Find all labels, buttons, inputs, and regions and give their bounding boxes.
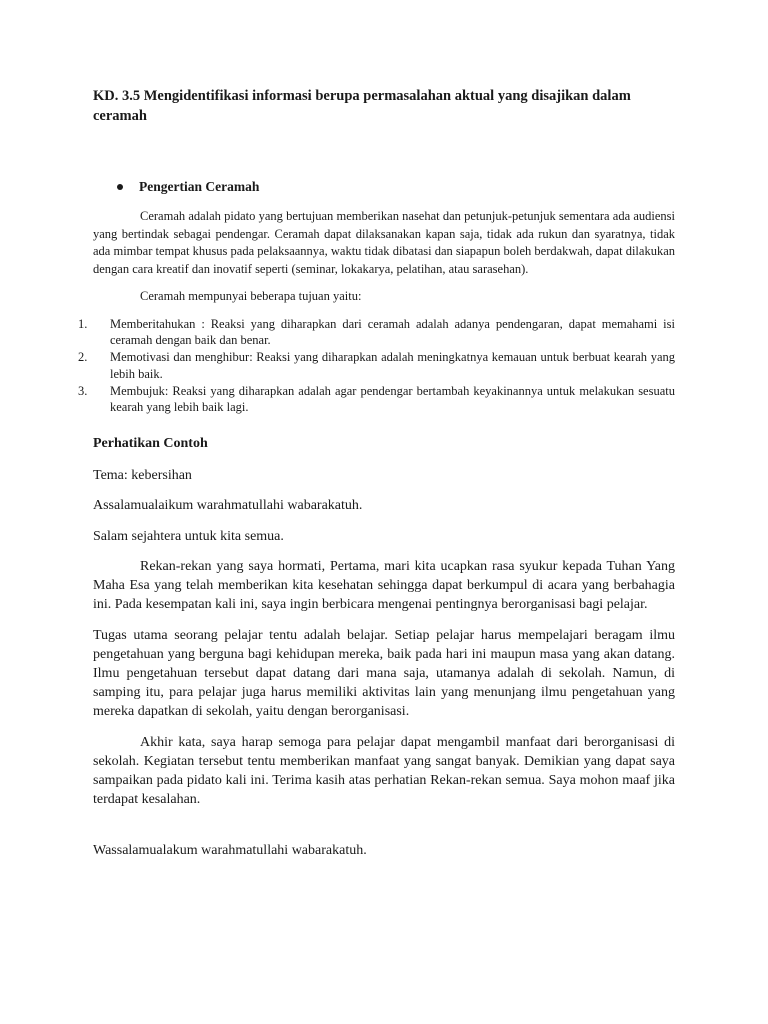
speech-paragraph-body: Tugas utama seorang pelajar tentu adalah belajar. Setiap pelajar harus mempelajari beragam ilmu pengetahuan yang berguna bagi kehidupan mereka, baik pada hari ini maupun masa yang akan datang. Ilmu pengetahuan tersebut dapat datang dari mana saja, utamanya adalah di sekolah. Namun, di samping itu, para pelajar juga harus memiliki aktivitas lain yang menunjang ilmu pengetahuan yang mereka dapatkan di sekolah, yaitu dengan berorganisasi. [93, 627, 675, 720]
bullet-icon [117, 184, 123, 190]
speech-paragraph-closing: Akhir kata, saya harap semoga para pelajar dapat mengambil manfaat dari berorganisasi di sekolah. Kegiatan tersebut tentu memberikan manfaat yang sangat banyak. Demikian yang dapat saya sampaikan pada pidato kali ini. Terima kasih atas perhatian Rekan-rekan semua. Saya mohon maaf jika terdapat kesalahan. [93, 734, 675, 808]
section-bullet-heading [93, 178, 675, 196]
list-item-text: Membujuk: Reaksi yang diharapkan adalah agar pendengar bertambah keyakinannya untuk melakukan sesuatu kearah yang lebih baik lagi. [110, 383, 675, 415]
purpose-intro: Ceramah mempunyai beberapa tujuan yaitu: [140, 289, 362, 303]
closing-greeting: Wassalamualakum warahmatullahi wabarakatuh. [93, 843, 367, 859]
definition-paragraph: Ceramah adalah pidato yang bertujuan memberikan nasehat dan petunjuk-petunjuk sementara ada audiensi yang bertindak sebagai pendengar. Ceramah dapat dilaksanakan kapan saja, tidak ada rukun dan syaratnya, tidak ada mimbar tempat khusus pada pelaksaannya, waktu tidak dibatasi dan siapapun boleh berdakwah, dapat dilakukan dengan cara kreatif dan inovatif seperti (seminar, lokakarya, pelatihan, atau sarasehan). [93, 209, 675, 276]
example-heading: Perhatikan Contoh [93, 436, 208, 452]
section-bullet-label: Pengertian Ceramah [139, 179, 260, 194]
document-page [78, 86, 675, 861]
list-item-number: 1. [78, 316, 88, 331]
list-item-number: 2. [78, 350, 88, 365]
list-item-text: Memotivasi dan menghibur: Reaksi yang diharapkan adalah meningkatnya kemauan untuk berbuat kearah yang lebih baik. [110, 350, 675, 381]
list-item [78, 316, 675, 350]
purpose-list [78, 316, 675, 417]
greeting-opening: Assalamualaikum warahmatullahi wabarakatuh. [93, 498, 363, 514]
theme-line: Tema: kebersihan [93, 468, 192, 484]
list-item [78, 383, 675, 417]
document-title: KD. 3.5 Mengidentifikasi informasi berupa permasalahan aktual yang disajikan dalam ceramah [93, 88, 631, 124]
speech-paragraph-opening: Rekan-rekan yang saya hormati, Pertama, mari kita ucapkan rasa syukur kepada Tuhan Yang Maha Esa yang telah memberikan kita kesehatan sehingga dapat berkumpul di acara yang berbahagia ini. Pada kesempatan kali ini, saya ingin berbicara mengenai pentingnya berorganisasi bagi pelajar. [93, 558, 675, 613]
list-item-number: 3. [78, 383, 88, 398]
list-item [78, 349, 675, 383]
list-item-text: Memberitahukan : Reaksi yang diharapkan dari ceramah adalah adanya pendengaran, dapat memahami isi ceramah dengan baik dan benar. [110, 316, 675, 348]
greeting-salutation: Salam sejahtera untuk kita semua. [93, 528, 284, 544]
